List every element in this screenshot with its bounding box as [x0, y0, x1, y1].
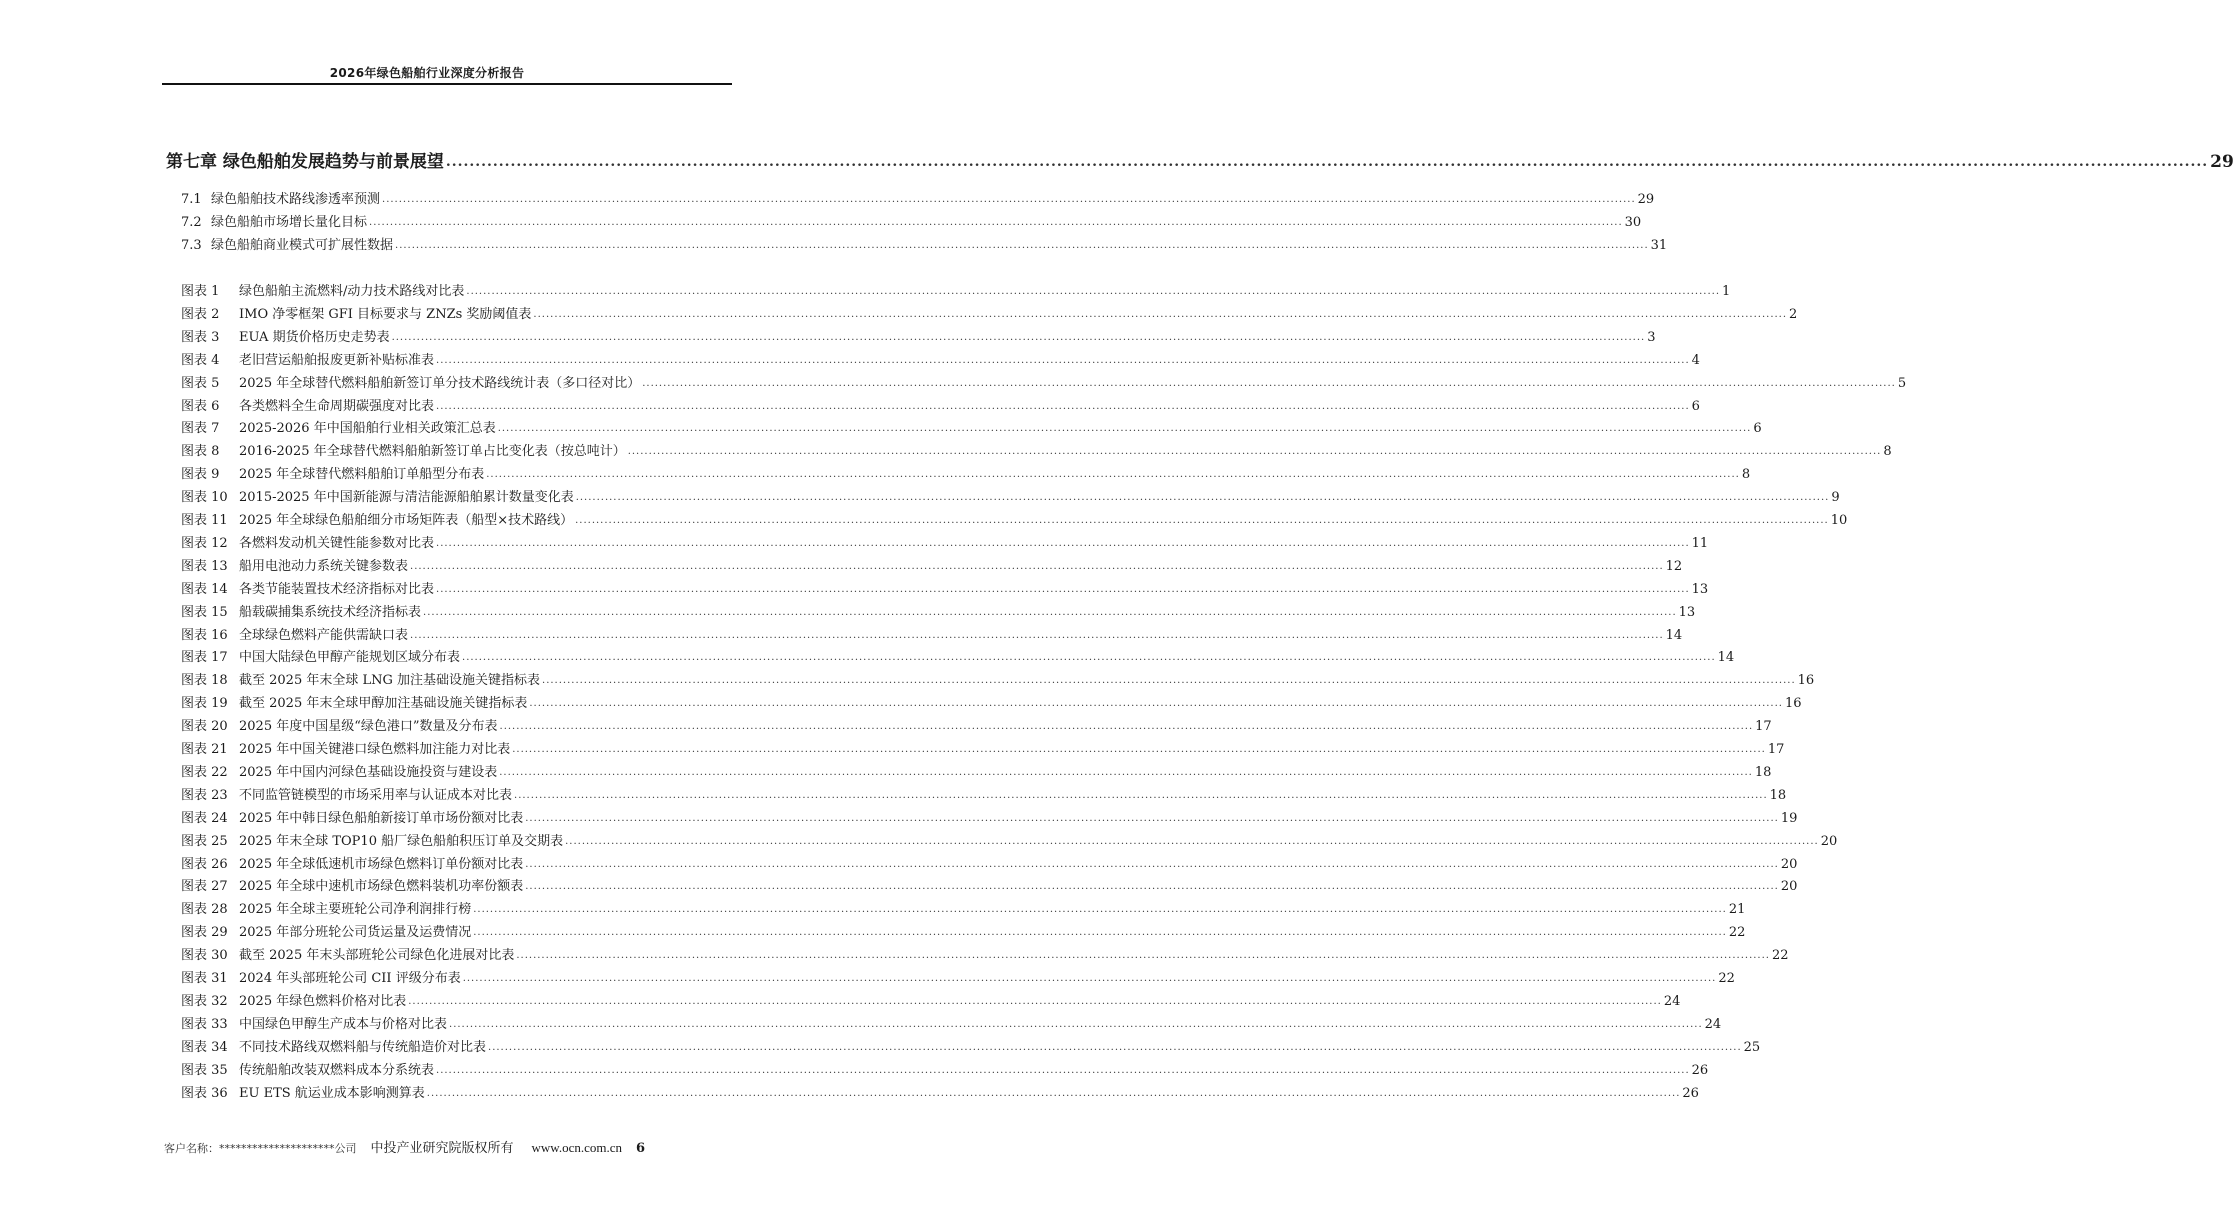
entry-title: 各燃料发动机关键性能参数对比表 — [239, 535, 435, 551]
footer-copyright: 中投产业研究院版权所有 — [370, 1141, 514, 1156]
dot-leader: ............................................................................................................................................................................................................................................................................................................ — [382, 194, 1636, 205]
entry-number: 图表 28 — [181, 902, 228, 918]
entry-number: 图表 19 — [181, 696, 228, 712]
entry-title: 2015-2025 年中国新能源与清洁能源船舶累计数量变化表 — [239, 490, 574, 506]
dot-leader: ............................................................................................................................................................................................................................................................................................................ — [499, 766, 1753, 778]
entry-number: 图表 22 — [181, 764, 228, 780]
entry-page-number: 21 — [1728, 902, 1746, 918]
entry-page-number: 16 — [1797, 673, 1815, 689]
toc-figure-entry[interactable] — [181, 1037, 1761, 1055]
entry-page-number: 20 — [1780, 856, 1798, 872]
chapter-page-number: 29 — [2210, 152, 2234, 172]
entry-page-number: 29 — [1637, 192, 1655, 207]
entry-number: 图表 31 — [181, 971, 228, 986]
chapter-title: 第七章 绿色船舶发展趋势与前景展望 — [166, 152, 444, 172]
entry-page-number: 6 — [1691, 398, 1700, 414]
entry-page-number: 14 — [1665, 627, 1683, 643]
entry-page-number: 22 — [1728, 925, 1746, 941]
entry-title: EUA 期货价格历史走势表 — [239, 329, 390, 345]
page-footer — [164, 1138, 732, 1156]
entry-title: 绿色船舶主流燃料/动力技术路线对比表 — [239, 284, 465, 299]
footer-website-link[interactable]: www.ocn.com.cn — [531, 1140, 623, 1155]
dot-leader: ............................................................................................................................................................................................................................................................................................................ — [436, 400, 1690, 412]
entry-page-number: 14 — [1717, 650, 1735, 666]
footer-page-number: 6 — [636, 1141, 646, 1156]
toc-figure-entry[interactable] — [181, 418, 1762, 437]
entry-title: 2025 年度中国星级“绿色港口”数量及分布表 — [239, 719, 498, 735]
toc-figure-entry[interactable] — [181, 533, 1709, 551]
toc-figure-entry[interactable] — [181, 808, 1798, 826]
dot-leader: ............................................................................................................................................................................................................................................................................................................ — [499, 721, 1754, 733]
entry-title: 全球绿色燃料产能供需缺口表 — [239, 627, 409, 643]
entry-page-number: 13 — [1678, 604, 1696, 620]
entry-number: 图表 15 — [181, 604, 228, 620]
toc-figure-entry[interactable] — [181, 899, 1746, 918]
toc-figure-entry[interactable] — [181, 373, 1907, 391]
entry-title: 2025 年部分班轮公司货运量及运费情况 — [239, 925, 472, 941]
entry-number: 图表 27 — [181, 879, 228, 895]
toc-figure-entry[interactable] — [181, 968, 1735, 986]
toc-figure-entry[interactable] — [181, 464, 1751, 483]
dot-leader: ............................................................................................................................................................................................................................................................................................................ — [575, 515, 1829, 526]
entry-page-number: 18 — [1769, 787, 1787, 803]
entry-number: 图表 8 — [181, 444, 220, 460]
entry-number: 7.1 — [181, 192, 202, 207]
entry-page-number: 17 — [1767, 742, 1785, 757]
entry-title: 截至 2025 年末头部班轮公司绿色化进展对比表 — [239, 948, 515, 964]
toc-section-entry[interactable] — [181, 189, 1655, 207]
entry-number: 图表 23 — [181, 787, 228, 803]
toc-figure-entry[interactable] — [181, 922, 1746, 941]
entry-page-number: 5 — [1897, 375, 1907, 391]
entry-number: 图表 24 — [181, 810, 228, 826]
entry-title: 2025-2026 年中国船舶行业相关政策汇总表 — [239, 421, 496, 437]
entry-title: 船载碳捕集系统技术经济指标表 — [239, 604, 422, 620]
dot-leader: ............................................................................................................................................................................................................................................................................................................ — [642, 377, 1896, 389]
dot-leader: ............................................................................................................................................................................................................................................................................................................ — [525, 881, 1779, 893]
entry-title: 2016-2025 年全球替代燃料船舶新签订单占比变化表（按总吨计） — [239, 444, 626, 460]
entry-title: 2025 年绿色燃料价格对比表 — [239, 993, 407, 1009]
toc-figure-entry[interactable] — [181, 350, 1700, 368]
dot-leader: ............................................................................................................................................................................................................................................................................................................ — [426, 1087, 1681, 1099]
entry-page-number: 20 — [1780, 879, 1798, 895]
dot-leader: ............................................................................................................................................................................................................................................................................................................ — [473, 904, 1727, 916]
toc-figure-entry[interactable] — [181, 510, 1848, 528]
entry-number: 图表 30 — [181, 948, 228, 964]
dot-leader: ............................................................................................................................................................................................................................................................................................................ — [533, 308, 1788, 320]
entry-page-number: 12 — [1665, 558, 1683, 574]
dot-leader: ............................................................................................................................................................................................................................................................................................................ — [436, 583, 1690, 595]
entry-title: IMO 净零框架 GFI 目标要求与 ZNZs 奖励阈值表 — [239, 306, 532, 322]
entry-page-number: 17 — [1755, 719, 1772, 735]
dot-leader: ............................................................................................................................................................................................................................................................................................................ — [486, 469, 1740, 481]
entry-title: 老旧营运船舶报废更新补贴标准表 — [239, 352, 435, 368]
toc-figure-entry[interactable] — [181, 579, 1709, 597]
dot-leader: ............................................................................................................................................................................................................................................................................................................ — [497, 423, 1752, 435]
dot-leader: ............................................................................................................................................................................................................................................................................................................ — [575, 492, 1830, 504]
entry-number: 图表 4 — [181, 352, 220, 368]
entry-page-number: 26 — [1691, 1062, 1709, 1078]
entry-number: 图表 1 — [181, 284, 220, 299]
entry-page-number: 2 — [1789, 306, 1798, 322]
entry-number: 图表 7 — [181, 421, 220, 437]
toc-figure-entry[interactable] — [181, 281, 1731, 299]
dot-leader: ............................................................................................................................................................................................................................................................................................................ — [565, 835, 1819, 847]
toc-figure-entry[interactable] — [181, 762, 1772, 780]
entry-title: 中国大陆绿色甲醇产能规划区域分布表 — [239, 650, 461, 666]
entry-title: 船用电池动力系统关键参数表 — [239, 558, 409, 574]
entry-page-number: 31 — [1650, 238, 1668, 253]
entry-number: 图表 5 — [181, 375, 220, 391]
dot-leader: ............................................................................................................................................................................................................................................................................................................ — [525, 858, 1779, 870]
entry-number: 7.3 — [181, 238, 202, 253]
toc-figure-entry[interactable] — [181, 396, 1700, 414]
entry-number: 图表 32 — [181, 993, 228, 1009]
entry-title: 传统船舶改装双燃料成本分系统表 — [239, 1062, 435, 1078]
entry-page-number: 9 — [1831, 490, 1840, 506]
toc-section-entry[interactable] — [181, 212, 1642, 230]
entry-page-number: 4 — [1691, 352, 1700, 368]
dot-leader: ............................................................................................................................................................................................................................................................................................................ — [473, 927, 1727, 939]
dot-leader: ............................................................................................................................................................................................................................................................................................................ — [529, 698, 1783, 710]
entry-number: 图表 18 — [181, 673, 228, 689]
entry-title: 绿色船舶市场增长量化目标 — [211, 215, 368, 230]
dot-leader: ............................................................................................................................................................................................................................................................................................................ — [462, 973, 1717, 984]
toc-figure-entry[interactable] — [181, 739, 1785, 757]
entry-number: 图表 17 — [181, 650, 228, 666]
toc-figure-entry[interactable] — [181, 716, 1772, 735]
entry-page-number: 11 — [1691, 535, 1709, 551]
dot-leader: ............................................................................................................................................................................................................................................................................................................ — [542, 675, 1796, 687]
toc-figure-entry[interactable] — [181, 854, 1798, 872]
entry-title: 2025 年中国内河绿色基础设施投资与建设表 — [239, 764, 498, 780]
entry-number: 图表 3 — [181, 329, 220, 345]
toc-figure-entry[interactable] — [181, 625, 1683, 643]
dot-leader: ............................................................................................................................................................................................................................................................................................................ — [436, 354, 1690, 366]
toc-figure-entry[interactable] — [181, 327, 1656, 345]
entry-number: 图表 2 — [181, 306, 220, 322]
toc-figure-entry[interactable] — [181, 670, 1815, 689]
entry-page-number: 6 — [1753, 421, 1762, 437]
entry-title: EU ETS 航运业成本影响测算表 — [239, 1085, 425, 1101]
entry-title: 截至 2025 年末全球甲醇加注基础设施关键指标表 — [239, 696, 528, 712]
toc-chapter-entry[interactable] — [166, 144, 2234, 172]
entry-title: 2025 年全球替代燃料船舶订单船型分布表 — [239, 467, 485, 483]
entry-number: 图表 25 — [181, 833, 228, 849]
entry-page-number: 13 — [1691, 581, 1709, 597]
toc-figure-entry[interactable] — [181, 1083, 1699, 1101]
entry-title: 各类燃料全生命周期碳强度对比表 — [239, 398, 435, 414]
entry-page-number: 30 — [1624, 215, 1642, 230]
entry-title: 2025 年全球中速机市场绿色燃料装机功率份额表 — [239, 879, 524, 895]
entry-page-number: 24 — [1663, 993, 1681, 1009]
toc-figure-entry[interactable] — [181, 693, 1802, 712]
toc-figure-entry[interactable] — [181, 304, 1798, 322]
entry-title: 2025 年全球替代燃料船舶新签订单分技术路线统计表（多口径对比） — [239, 375, 641, 391]
entry-number: 图表 9 — [181, 467, 220, 483]
dot-leader: ............................................................................................................................................................................................................................................................................................................ — [369, 217, 1623, 228]
dot-leader: ............................................................................................................................................................................................................................................................................................................ — [436, 1064, 1690, 1076]
dot-leader: ............................................................................................................................................................................................................................................................................................................ — [408, 995, 1662, 1007]
entry-page-number: 3 — [1647, 329, 1656, 345]
toc-figure-entry[interactable] — [181, 876, 1798, 895]
dot-leader: ............................................................................................................................................................................................................................................................................................................ — [462, 652, 1716, 664]
entry-page-number: 22 — [1718, 971, 1735, 986]
footer-client-name: 客户名称：*********************公司 — [164, 1142, 357, 1155]
entry-page-number: 16 — [1784, 696, 1802, 712]
entry-title: 2024 年头部班轮公司 CII 评级分布表 — [239, 971, 461, 986]
entry-page-number: 22 — [1771, 948, 1789, 964]
entry-title: 2025 年全球低速机市场绿色燃料订单份额对比表 — [239, 856, 524, 872]
dot-leader: ............................................................................................................................................................................................................................................................................................................ — [466, 286, 1721, 297]
entry-number: 图表 21 — [181, 742, 228, 757]
dot-leader: ............................................................................................................................................................................................................................................................................................................ — [410, 560, 1664, 572]
entry-title: 不同监管链模型的市场采用率与认证成本对比表 — [239, 787, 513, 803]
entry-number: 图表 16 — [181, 627, 228, 643]
entry-page-number: 8 — [1883, 444, 1892, 460]
toc-figure-entry[interactable] — [181, 647, 1735, 666]
toc-figure-entry[interactable] — [181, 1060, 1709, 1078]
dot-leader: ............................................................................................................................................................................................................................................................................................................ — [395, 240, 1649, 251]
entry-page-number: 8 — [1741, 467, 1751, 483]
entry-page-number: 24 — [1704, 1016, 1722, 1032]
toc-figure-entry[interactable] — [181, 1014, 1722, 1032]
toc-figure-entry[interactable] — [181, 556, 1683, 574]
toc-figure-entry[interactable] — [181, 487, 1840, 506]
entry-number: 图表 26 — [181, 856, 228, 872]
toc-figure-entry[interactable] — [181, 945, 1789, 964]
toc-figure-entry[interactable] — [181, 785, 1787, 803]
entry-number: 图表 33 — [181, 1016, 228, 1032]
entry-number: 图表 14 — [181, 581, 228, 597]
entry-number: 图表 20 — [181, 719, 228, 735]
entry-page-number: 1 — [1722, 284, 1731, 299]
entry-number: 图表 35 — [181, 1062, 228, 1078]
entry-title: 2025 年全球主要班轮公司净利润排行榜 — [239, 902, 472, 918]
entry-number: 图表 36 — [181, 1085, 228, 1101]
entry-title: 各类节能装置技术经济指标对比表 — [239, 581, 435, 597]
entry-page-number: 18 — [1754, 764, 1772, 780]
toc-figure-entry[interactable] — [181, 831, 1838, 849]
dot-leader: ............................................................................................................................................................................................................................................................................................................ — [391, 331, 1646, 343]
dot-leader: ............................................................................................................................................................................................................................................................................................................ — [627, 446, 1882, 458]
toc-figure-entry[interactable] — [181, 602, 1696, 620]
header-divider — [162, 83, 732, 85]
entry-title: 2025 年全球绿色船舶细分市场矩阵表（船型×技术路线） — [239, 513, 574, 528]
entry-number: 图表 34 — [181, 1039, 228, 1055]
dot-leader: ............................................................................................................................................................................................................................................................................................................ — [410, 629, 1664, 641]
toc-figure-entry[interactable] — [181, 991, 1681, 1009]
entry-number: 图表 13 — [181, 558, 228, 574]
entry-number: 图表 11 — [181, 513, 228, 528]
entry-page-number: 10 — [1830, 513, 1848, 528]
entry-number: 图表 10 — [181, 490, 228, 506]
entry-page-number: 19 — [1780, 810, 1798, 826]
page-header-title: 2026年绿色船舶行业深度分析报告 — [329, 66, 525, 80]
entry-title: 截至 2025 年末全球 LNG 加注基础设施关键指标表 — [239, 673, 541, 689]
dot-leader: ............................................................................................................................................................................................................................................................................................................ — [436, 537, 1690, 549]
entry-title: 中国绿色甲醇生产成本与价格对比表 — [239, 1016, 448, 1032]
entry-number: 图表 29 — [181, 925, 228, 941]
dot-leader: ............................................................................................................................................................................................................................................................................................................ — [423, 606, 1677, 618]
entry-title: 2025 年末全球 TOP10 船厂绿色船舶积压订单及交期表 — [239, 833, 564, 849]
entry-page-number: 20 — [1820, 833, 1838, 849]
entry-title: 绿色船舶商业模式可扩展性数据 — [211, 238, 394, 253]
entry-number: 图表 12 — [181, 535, 228, 551]
dot-leader: ............................................................................................................................................................................................................................................................................................................ — [445, 154, 2209, 170]
dot-leader: ............................................................................................................................................................................................................................................................................................................ — [488, 1041, 1742, 1053]
entry-title: 绿色船舶技术路线渗透率预测 — [211, 192, 381, 207]
entry-page-number: 25 — [1743, 1039, 1761, 1055]
toc-figure-entry[interactable] — [181, 441, 1892, 460]
entry-title: 2025 年中韩日绿色船舶新接订单市场份额对比表 — [239, 810, 524, 826]
entry-title: 2025 年中国关键港口绿色燃料加注能力对比表 — [239, 742, 511, 757]
dot-leader: ............................................................................................................................................................................................................................................................................................................ — [525, 812, 1779, 824]
entry-title: 不同技术路线双燃料船与传统船造价对比表 — [239, 1039, 487, 1055]
entry-number: 图表 6 — [181, 398, 220, 414]
entry-page-number: 26 — [1682, 1085, 1699, 1101]
dot-leader: ............................................................................................................................................................................................................................................................................................................ — [514, 789, 1768, 801]
dot-leader: ............................................................................................................................................................................................................................................................................................................ — [449, 1018, 1703, 1030]
dot-leader: ............................................................................................................................................................................................................................................................................................................ — [516, 950, 1770, 962]
dot-leader: ............................................................................................................................................................................................................................................................................................................ — [512, 744, 1766, 755]
toc-section-entry[interactable] — [181, 235, 1668, 253]
entry-number: 7.2 — [181, 215, 202, 230]
